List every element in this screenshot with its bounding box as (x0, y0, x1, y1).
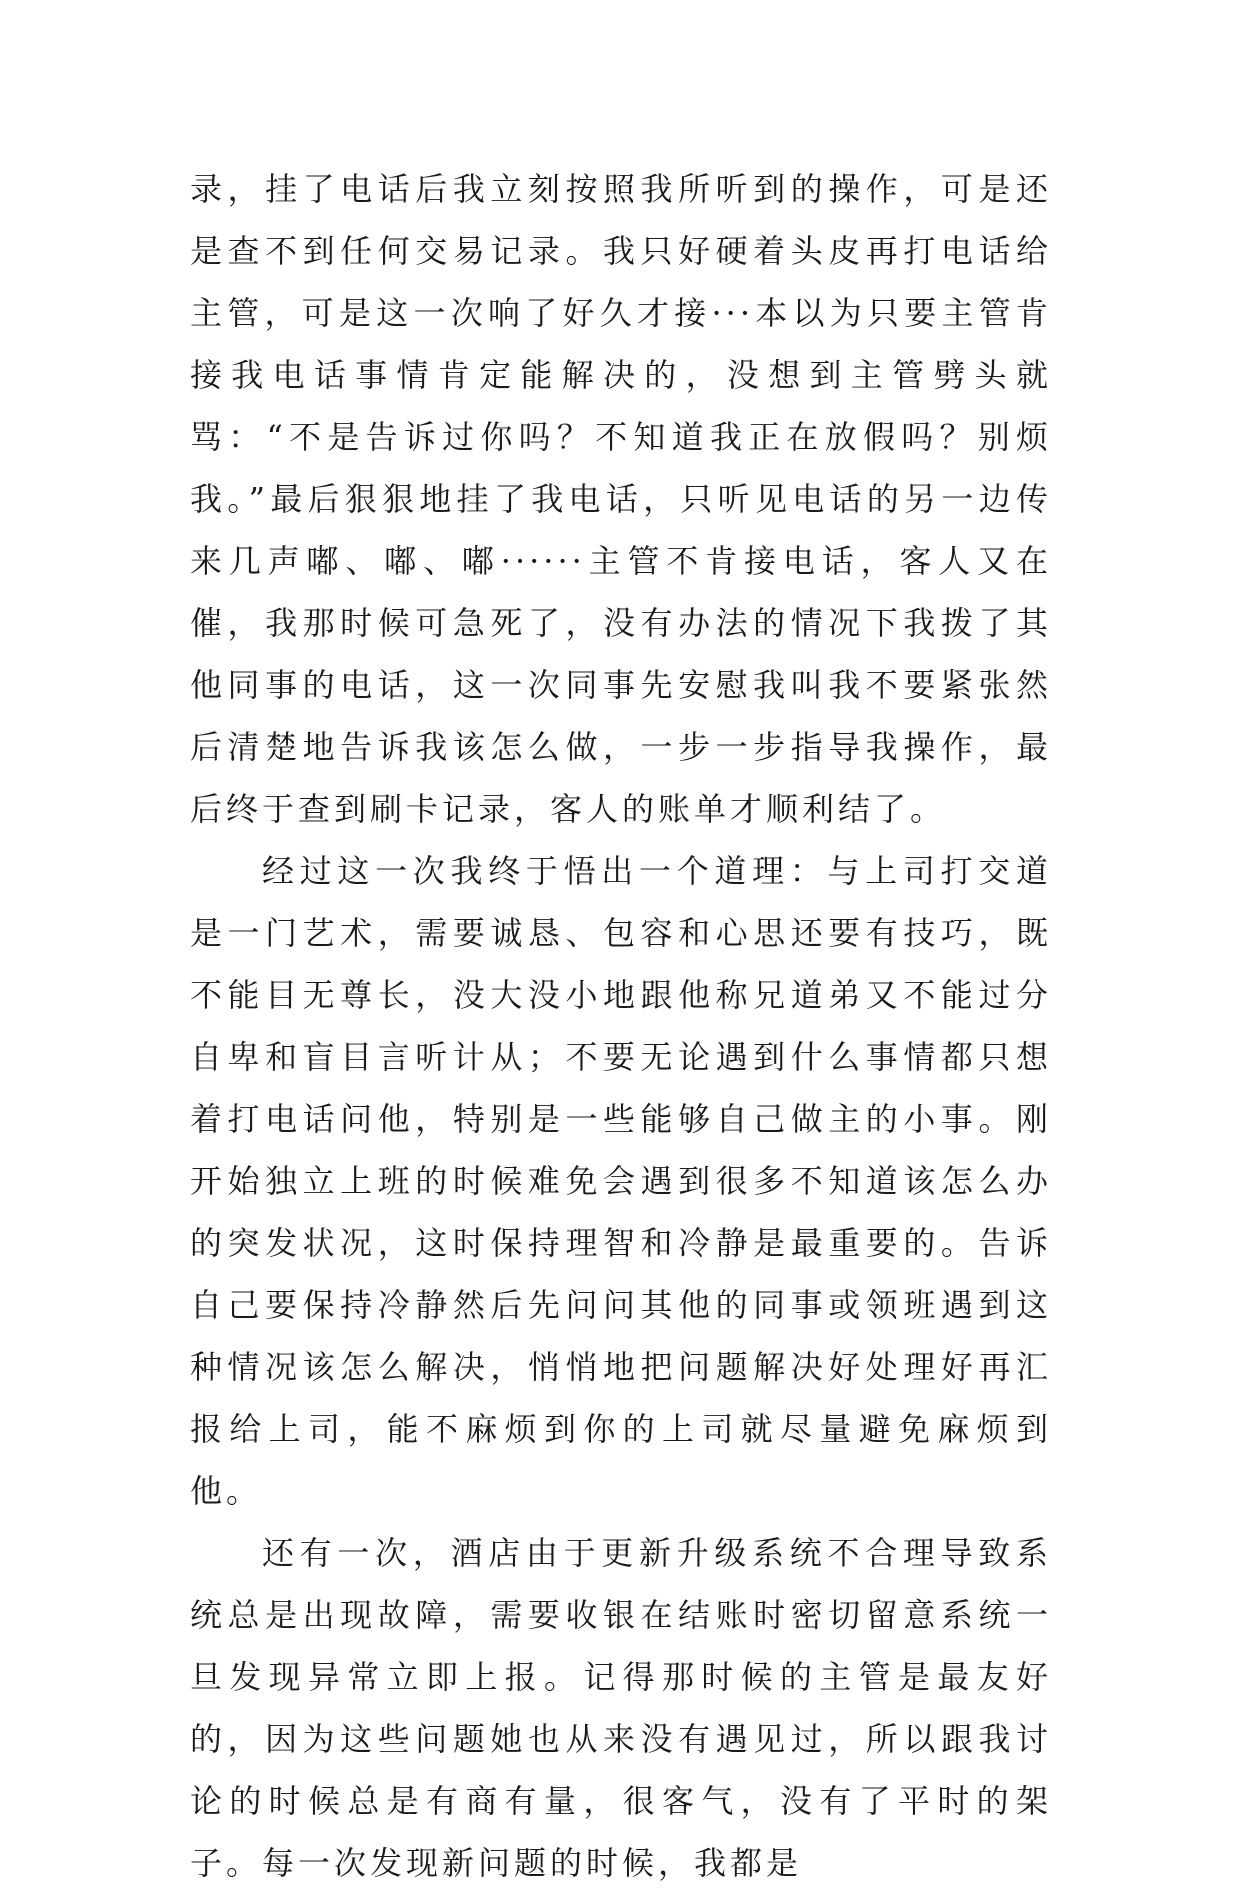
body-text (190, 158, 1052, 1894)
paragraph-3: 还有一次，酒店由于更新升级系统不合理导致系统总是出现故障，需要收银在结账时密切留意系统一旦发现异常立即上报。记得那时候的主管是最友好的，因为这些问题她也从来没有遇见过，所以跟我讨论的时候总是有商有量，很客气，没有了平时的架子。每一次发现新问题的时候，我都是 (190, 1534, 1052, 1882)
paragraph-2: 经过这一次我终于悟出一个道理：与上司打交道是一门艺术，需要诚恳、包容和心思还要有技巧，既不能目无尊长，没大没小地跟他称兄道弟又不能过分自卑和盲目言听计从；不要无论遇到什么事情都只想着打电话问他，特别是一些能够自己做主的小事。刚开始独立上班的时候难免会遇到很多不知道该怎么办的突发状况，这时保持理智和冷静是最重要的。告诉自己要保持冷静然后先问问其他的同事或领班遇到这种情况该怎么解决，悄悄地把问题解决好处理好再汇报给上司，能不麻烦到你的上司就尽量避免麻烦到他。 (190, 852, 1052, 1510)
paragraph-1: 录，挂了电话后我立刻按照我所听到的操作，可是还是查不到任何交易记录。我只好硬着头皮再打电话给主管，可是这一次响了好久才接···本以为只要主管肯接我电话事情肯定能解决的，没想到主管劈头就骂：“不是告诉过你吗？不知道我正在放假吗？别烦我。”最后狠狠地挂了我电话，只听见电话的另一边传来几声嘟、嘟、嘟······主管不肯接电话，客人又在催，我那时候可急死了，没有办法的情况下我拨了其他同事的电话，这一次同事先安慰我叫我不要紧张然后清楚地告诉我该怎么做，一步一步指导我操作，最后终于查到刷卡记录，客人的账单才顺利结了。 (190, 170, 1052, 828)
